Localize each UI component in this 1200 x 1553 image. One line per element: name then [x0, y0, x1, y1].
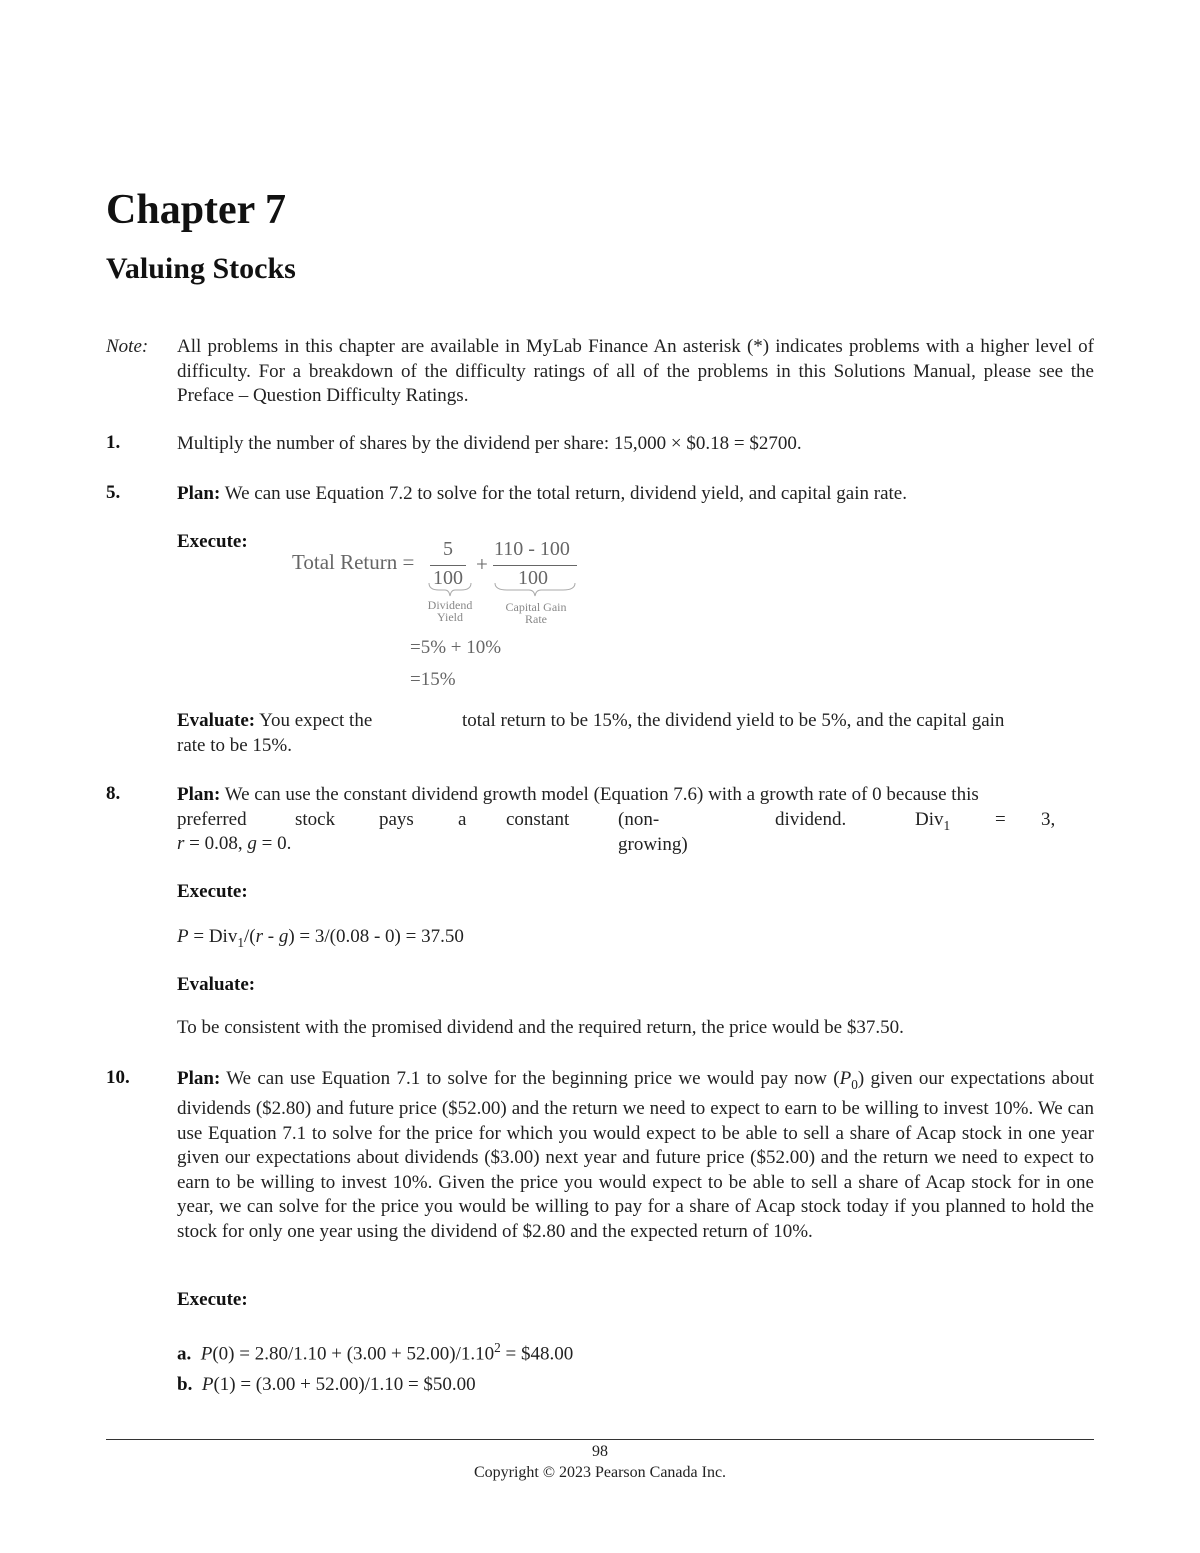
note-label: Note:: [106, 336, 149, 357]
problem-5-evaluate-line-1: Evaluate: You expect the: [177, 710, 373, 731]
fraction-1-denominator: 100: [433, 567, 463, 589]
equation-plus: +: [476, 552, 488, 576]
equation-line-2: =5% + 10%: [410, 637, 502, 658]
footer-rule: [106, 1439, 1094, 1440]
fraction-2-numerator: 110 - 100: [494, 538, 570, 560]
problem-8-evaluate-text: To be consistent with the promised dividend and the required return, the price would be $37.50.: [177, 1017, 904, 1038]
chapter-number: Chapter 7: [106, 187, 287, 233]
problem-10-plan: Plan: We can use Equation 7.1 to solve for the beginning price we would pay now $(P_0)$ given our expectations about dividends ($2.80) and future price ($52.00) and the return we need to expect to earn to be willing to invest 10%. We can use Equation 7.1 to solve for the price for which you would expect to be able to sell a share of Acap stock in one year given our expectations about dividends ($3.00) next year and future price ($52.00) and the return we need to expect to earn to be willing to invest 10%. Given the price you would expect to be able to sell a share of Acap stock for in one year, we can solve for the price you would be willing to pay for a share of Acap stock today if you planned to hold the stock for only one year using the dividend of $2.80 and the expected return of 10%.: [177, 1068, 1094, 1242]
problem-8-plan-line-3: r = 0.08, g = 0.: [177, 833, 292, 854]
problem-10-execute-label: Execute:: [177, 1289, 248, 1310]
chapter-title: Valuing Stocks: [106, 252, 296, 285]
plan-text: We can use Equation 7.2 to solve for the total return, dividend yield, and capital gain rate.: [224, 483, 907, 504]
problem-10-part-b: b. P(1) = (3.00 + 52.00)/1.10 = $50.00: [177, 1374, 476, 1395]
problem-1-text: Multiply the number of shares by the dividend per share: 15,000 × $0.18 = $2700.: [177, 433, 802, 454]
problem-8-plan-line-1: Plan: We can use the constant dividend growth model (Equation 7.6) with a growth rate of 0 because this: [177, 784, 979, 805]
fraction-1-bar: [430, 565, 466, 566]
problem-8-number: 8.: [106, 783, 121, 804]
capital-gain-rate-label: Capital Gain Rate: [505, 600, 567, 626]
problem-5-evaluate-line-1-cont: total return to be 15%, the dividend yield to be 5%, and the capital gain: [462, 710, 1005, 731]
problem-8-execute-label: Execute:: [177, 881, 248, 902]
problem-5-execute-label: Execute:: [177, 531, 248, 552]
copyright: Copyright © 2023 Pearson Canada Inc.: [473, 1464, 727, 1481]
equation-lhs: Total Return =: [292, 550, 415, 574]
problem-8-evaluate-label: Evaluate:: [177, 974, 256, 995]
page-number: 98: [592, 1443, 608, 1460]
dividend-yield-brace: [429, 583, 471, 596]
fraction-2-denominator: 100: [518, 567, 548, 589]
problem-8-formula: P = Div$_1$/(r - g) = 3/(0.08 - 0) = 37.50: [177, 926, 464, 950]
fraction-1-numerator: 5: [443, 538, 453, 560]
fraction-2-bar: [493, 565, 577, 566]
dividend-yield-label: Dividend Yield: [427, 598, 473, 624]
note-text: All problems in this chapter are available in MyLab Finance An asterisk (*) indicates problems with a higher level of difficulty. For a breakdown of the difficulty ratings of all of the problems in this Solutions Manual, please see the Preface – Question Difficulty Ratings.: [177, 336, 1094, 406]
plan-label: Plan:: [177, 483, 221, 504]
problem-5-plan: [177, 482, 1094, 507]
problem-10-number: 10.: [106, 1067, 130, 1088]
problem-5-evaluate-line-2: rate to be 15%.: [177, 735, 293, 756]
plan-label: Plan:: [177, 784, 221, 805]
capital-gain-brace: [495, 583, 575, 596]
evaluate-label: Evaluate:: [177, 710, 256, 731]
problem-1-number: 1.: [106, 432, 121, 453]
problem-10-part-a: a. $P(0) = 2.80/1.10 + (3.00 + 52.00)/1.10^2$ = $48.00: [177, 1340, 574, 1365]
problem-5-number: 5.: [106, 482, 121, 503]
equation-line-3: =15%: [410, 669, 456, 690]
